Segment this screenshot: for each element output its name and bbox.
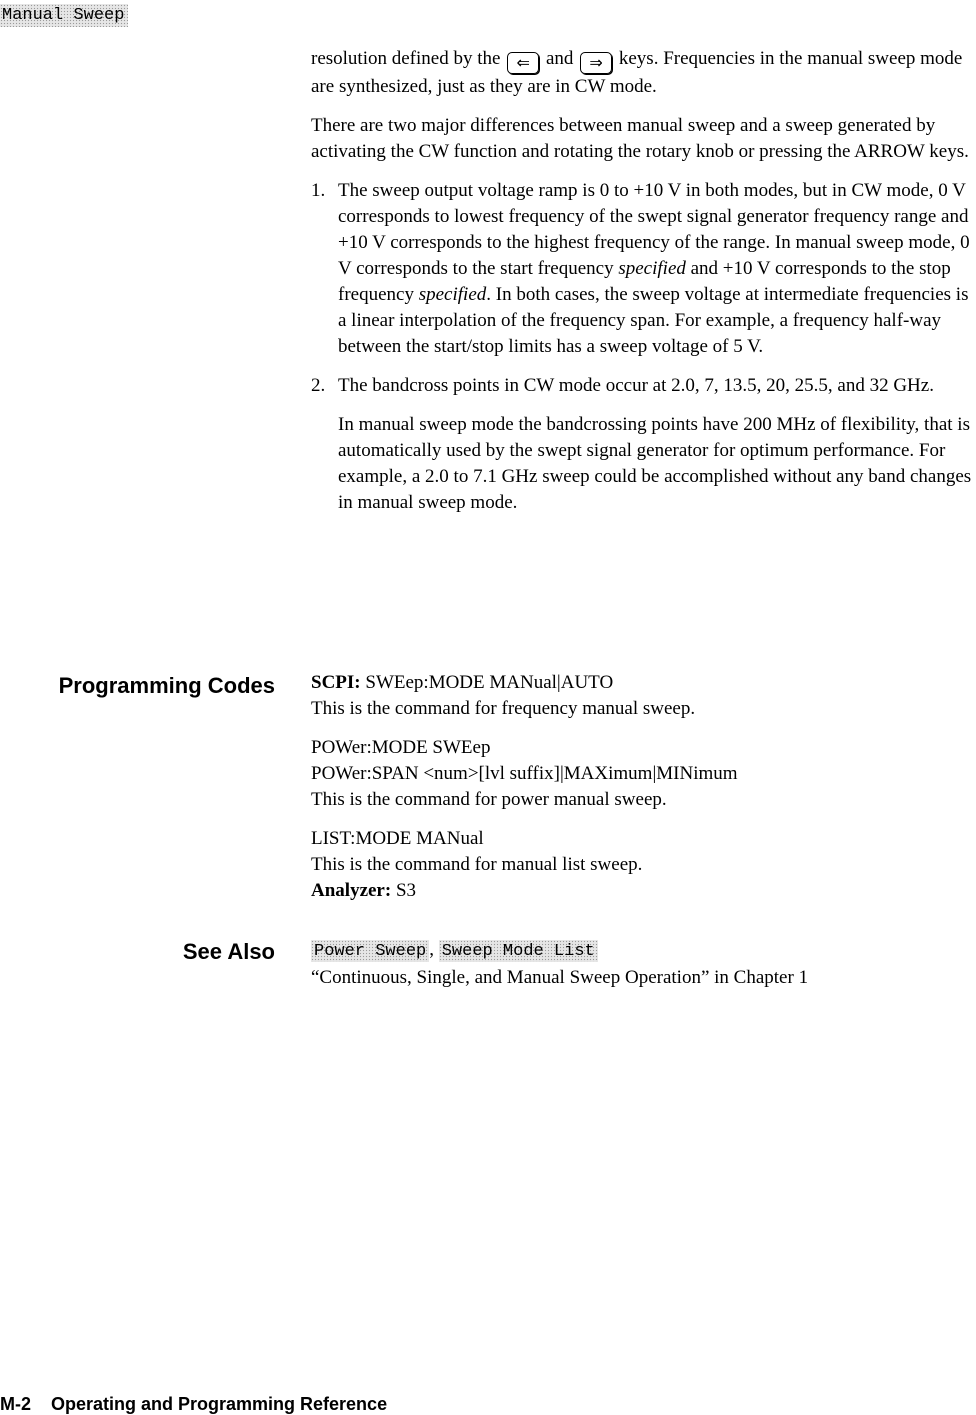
programming-codes-section [311,670,975,904]
list-item-text: and +10 V corresponds to the stop frequency [338,258,951,305]
programming-codes-heading: Programming Codes [58,673,275,698]
scpi-command: SWEep:MODE MANual|AUTO [365,672,614,693]
scpi-line [311,670,975,696]
power-mode-command: POWer:MODE SWEep [311,737,491,758]
scpi-description: This is the command for frequency manual sweep. [311,698,696,719]
see-also-keys [311,937,975,965]
list-item [311,178,975,360]
list-item-text: The bandcross points in CW mode occur at 2.0, 7, 13.5, 20, 25.5, and 32 GHz. [338,375,934,396]
list-mode-command: LIST:MODE MANual [311,828,484,849]
power-sweep-softkey: Power Sweep [311,940,429,962]
differences-list [311,178,975,399]
main-body [311,46,975,529]
scpi-label: SCPI: [311,672,361,693]
emphasis-specified: specified [618,258,686,279]
analyzer-value: S3 [395,880,417,901]
page-footer [0,1393,387,1415]
analyzer-line [311,878,975,904]
right-arrow-key-icon: ⇒ [580,52,612,74]
page-number: M-2 [0,1394,31,1414]
see-also-section [311,937,975,991]
list-item [311,373,975,399]
intro-paragraph-1 [311,46,975,100]
intro-text-b: and [545,48,574,69]
list-note-paragraph: In manual sweep mode the bandcrossing points have 200 MHz of flexibility, that is automatically used by the swept signal generator for optimum performance. For example, a 2.0 to 7.1 GHz sweep could be accomplished without any band changes in manual sweep mode. [338,414,972,513]
header-softkey-manual-sweep: Manual Sweep [0,4,128,27]
intro-text-a: resolution defined by the [311,48,501,69]
list-item-text: The sweep output voltage ramp is 0 to +10 V in both modes, but in CW mode, 0 V corresponds to lowest frequency of the swept signal generator frequency range and +10 V corresponds to the highest frequency of the range. In manual sweep mode, 0 V corresponds to the start frequency [338,180,970,279]
power-span-command: POWer:SPAN <num>[lvl suffix]|MAXimum|MINimum [311,763,738,784]
see-also-heading: See Also [182,939,275,964]
separator: , [429,939,434,960]
list-item-number: 2. [311,375,326,396]
intro-text-c: keys. Frequencies in the manual sweep mode are synthesized, just as they are in CW mode. [311,48,963,97]
analyzer-label: Analyzer: [311,880,392,901]
list-description: This is the command for manual list sweep. [311,854,643,875]
emphasis-specified: specified [418,284,487,305]
footer-title: Operating and Programming Reference [51,1394,388,1414]
list-item-number: 1. [311,180,326,201]
intro-paragraph-2: There are two major differences between manual sweep and a sweep generated by activating the CW function and rotating the rotary knob or pressing the ARROW keys. [311,115,969,162]
sweep-mode-list-softkey: Sweep Mode List [439,940,598,962]
list-item-text: . In both cases, the sweep voltage at intermediate frequencies is a linear interpolation of the frequency span. For example, a frequency half-way between the start/stop limits has a sweep voltage of 5 V. [338,284,969,357]
left-arrow-key-icon: ⇐ [507,52,539,74]
chapter-reference: “Continuous, Single, and Manual Sweep Operation” in Chapter 1 [311,967,809,988]
power-description: This is the command for power manual sweep. [311,789,667,810]
